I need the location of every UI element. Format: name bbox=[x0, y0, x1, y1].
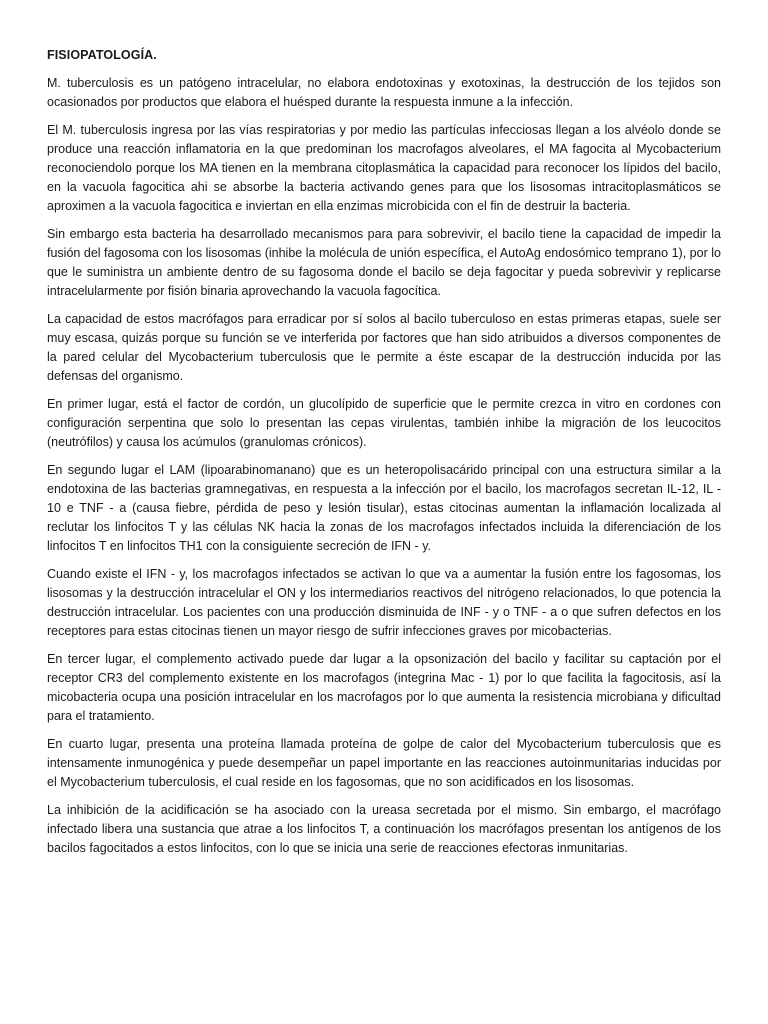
paragraph-capacidad-macrofagos: La capacidad de estos macrófagos para erradicar por sí solos al bacilo tuberculoso en estas primeras etapas, suele ser muy escasa, quizás porque su función se ve interferida por factores que han sido atribuidos a diversos componentes de la pared celular del Mycobacterium tuberculosis que le permite a éste escapar de la destrucción inducida por las defensas del organismo. bbox=[47, 312, 721, 383]
paragraph-acidificacion: La inhibición de la acidificación se ha asociado con la ureasa secretada por el mismo. Sin embargo, el macrófago infectado libera una sustancia que atrae a los linfocitos T, a continuación los macrófagos presentan los antígenos de los bacilos fagocitados a estos linfocitos, con lo que se inicia una serie de reacciones efectoras inmunitarias. bbox=[47, 803, 721, 855]
paragraph-lam: En segundo lugar el LAM (lipoarabinomanano) que es un heteropolisacárido principal con una estructura similar a la endotoxina de las bacterias gramnegativas, en respuesta a la infección por el bacilo, los macrofagos secretan IL-12, IL - 10 e TNF - a (causa fiebre, pérdida de peso y lesión tisular), estas citocinas aumentan la inflamación localizada al reclutar los linfocitos T y las células NK hacia la zonas de los macrofagos infectados incluida la diferenciación de los linfocitos T en linfocitos TH1 con la consiguiente secreción de IFN - y. bbox=[47, 463, 721, 553]
paragraph-complemento: En tercer lugar, el complemento activado puede dar lugar a la opsonización del bacilo y facilitar su captación por el receptor CR3 del complemento existente en los macrofagos (integrina Mac - 1) por lo que facilita la fagocitosis, así la micobacteria ocupa una posición intracelular en los macrofagos por lo que aumenta la resistencia microbiana y dificultad para el tratamiento. bbox=[47, 652, 721, 723]
paragraph-mecanismos: Sin embargo esta bacteria ha desarrollado mecanismos para para sobrevivir, el bacilo tiene la capacidad de impedir la fusión del fagosoma con los lisosomas (inhibe la molécula de unión específica, el AutoAg endosómico temprano 1), por lo que le suministra un ambiente dentro de su fagosoma donde el bacilo se deja fagocitar y pueda sobrevivir y replicarse intracelularmente por fisión binaria aprovechando la vacuola fagocítica. bbox=[47, 227, 721, 298]
section-heading: FISIOPATOLOGÍA. bbox=[47, 48, 157, 62]
paragraph-intro: M. tuberculosis es un patógeno intracelular, no elabora endotoxinas y exotoxinas, la destrucción de los tejidos son ocasionados por productos que elabora el huésped durante la respuesta inmune a la infección. bbox=[47, 76, 721, 109]
paragraph-ingreso: El M. tuberculosis ingresa por las vías respiratorias y por medio las partículas infecciosas llegan a los alvéolo donde se produce una reacción inflamatoria en la que predominan los macrofagos alveolares, el MA fagocita al Mycobacterium reconociendolo porque los MA tienen en la membrana citoplasmática la capacidad para reconocer los lípidos del bacilo, en la vacuola fagocitica ahi se absorbe la bacteria activando genes para que los lisosomas intracitoplasmáticos se aproximen a la vacuola fagocitica e inviertan en ella enzimas microbicida con el fin de destruir la bacteria. bbox=[47, 123, 721, 213]
paragraph-factor-cordon: En primer lugar, está el factor de cordón, un glucolípido de superficie que le permite crezca in vitro en cordones con configuración serpentina que solo lo presentan las cepas virulentas, también inhibe la migración de los leucocitos (neutrófilos) y causa los acúmulos (granulomas crónicos). bbox=[47, 397, 721, 449]
paragraph-proteina-calor: En cuarto lugar, presenta una proteína llamada proteína de golpe de calor del Mycobacterium tuberculosis que es intensamente inmunogénica y puede desempeñar un papel importante en las reacciones autoinmunitarias inducidas por el Mycobacterium tuberculosis, el cual reside en los fagosomas, que no son acidificados en los lisosomas. bbox=[47, 737, 721, 789]
paragraph-ifn: Cuando existe el IFN - y, los macrofagos infectados se activan lo que va a aumentar la fusión entre los fagosomas, los lisosomas y la destrucción intracelular el ON y los intermediarios reactivos del nitrógeno relacionados, lo que potencia la destrucción intracelular. Los pacientes con una producción disminuida de INF - y o TNF - a o que sufren defectos en los receptores para estas citocinas tienen un mayor riesgo de sufrir infecciones graves por micobacterias. bbox=[47, 567, 721, 638]
